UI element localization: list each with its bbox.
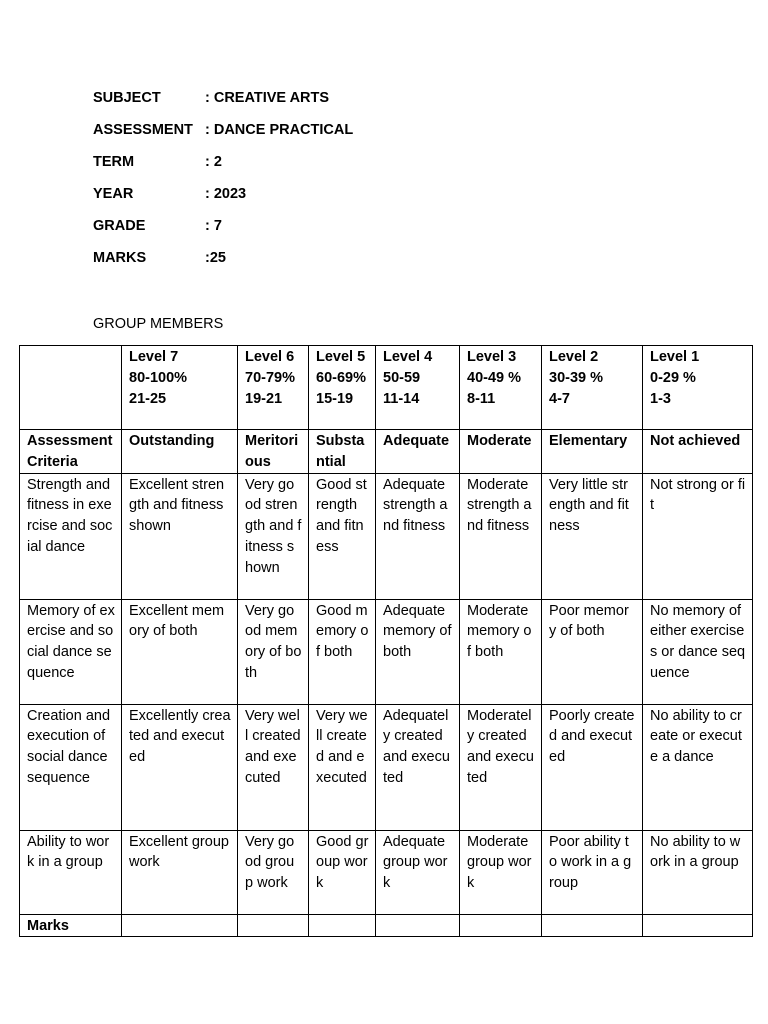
marks-entry-cell [376,914,460,937]
rubric-cell: Adequate group work [376,830,460,914]
rubric-cell: Very good strength and fitness shown [238,473,309,599]
level-percent: 70-79% [245,369,295,386]
info-grade [93,215,353,247]
rubric-cell: Excellent memory of both [122,599,238,704]
level-marks: 19-21 [245,390,283,407]
info-value: : 7 [205,218,222,234]
level-percent: 30-39 % [549,369,604,386]
criterion-row [20,473,753,599]
level-name: Level 7 [129,349,179,365]
rubric-cell: Very well created and executed [309,704,376,830]
level-marks: 21-25 [129,390,167,407]
level-header-cell [643,346,753,430]
level-marks: 8-11 [467,390,496,407]
info-subject [93,87,353,119]
descriptor-row [20,430,753,474]
info-term [93,151,353,183]
rubric-cell: Excellent group work [122,830,238,914]
level-descriptor: Meritorious [238,430,309,474]
info-value: : DANCE PRACTICAL [205,122,354,138]
level-descriptor: Outstanding [122,430,238,474]
empty-corner-cell [20,346,122,430]
level-header-row [20,346,753,430]
rubric-cell: Excellently created and executed [122,704,238,830]
marks-entry-cell [460,914,542,937]
criterion-row [20,704,753,830]
level-header-cell [542,346,643,430]
info-value: : 2023 [205,186,247,202]
rubric-cell: Excellent strength and fitness shown [122,473,238,599]
marks-entry-cell [542,914,643,937]
level-percent: 0-29 % [650,369,696,386]
rubric-cell: Moderate strength and fitness [460,473,542,599]
rubric-cell: Very little strength and fitness [542,473,643,599]
level-percent: 80-100% [129,369,188,386]
rubric-table [19,345,753,937]
level-name: Level 4 [383,349,433,365]
marks-entry-cell [643,914,753,937]
level-descriptor: Substantial [309,430,376,474]
criterion-row [20,830,753,914]
info-label: SUBJECT [93,90,161,106]
rubric-cell: Poor memory of both [542,599,643,704]
rubric-cell: Poorly created and executed [542,704,643,830]
level-marks: 15-19 [316,390,354,407]
level-marks: 11-14 [383,390,420,407]
rubric-cell: Moderate group work [460,830,542,914]
rubric-cell: Good strength and fitness [309,473,376,599]
info-year [93,183,353,215]
level-header-cell [122,346,238,430]
rubric-cell: Very good memory of both [238,599,309,704]
marks-entry-cell [238,914,309,937]
info-label: YEAR [93,186,134,202]
level-descriptor: Elementary [542,430,643,474]
marks-entry-cell [122,914,238,937]
level-name: Level 2 [549,349,599,365]
rubric-cell: No ability to create or execute a dance [643,704,753,830]
level-header-cell [309,346,376,430]
rubric-cell: Adequate strength and fitness [376,473,460,599]
group-members-label: GROUP MEMBERS [93,316,224,332]
marks-entry-cell [309,914,376,937]
marks-row [20,914,753,937]
criterion-name: Creation and execution of social dance sequence [20,704,122,830]
level-name: Level 6 [245,349,295,365]
level-name: Level 3 [467,349,517,365]
rubric-cell: Adequate memory of both [376,599,460,704]
level-descriptor: Moderate [460,430,542,474]
rubric-cell: Good group work [309,830,376,914]
level-descriptor: Not achieved [643,430,753,474]
level-name: Level 5 [316,349,366,365]
rubric-cell: Adequately created and executed [376,704,460,830]
info-value: :25 [205,250,226,266]
level-header-cell [460,346,542,430]
criterion-name: Ability to work in a group [20,830,122,914]
marks-label: Marks [20,914,122,937]
level-descriptor: Adequate [376,430,460,474]
rubric-cell: No ability to work in a group [643,830,753,914]
rubric-cell: Good memory of both [309,599,376,704]
rubric-cell: Poor ability to work in a group [542,830,643,914]
criterion-name: Strength and fitness in exercise and social dance [20,473,122,599]
rubric-cell: Very well created and executed [238,704,309,830]
info-value: : 2 [205,154,222,170]
info-label: ASSESSMENT [93,122,193,138]
criteria-header-cell: Assessment Criteria [20,430,122,474]
criterion-row [20,599,753,704]
rubric-cell: Very good group work [238,830,309,914]
info-label: TERM [93,154,135,170]
level-name: Level 1 [650,349,700,365]
info-label: MARKS [93,250,147,266]
info-marks [93,247,353,279]
info-value: : CREATIVE ARTS [205,90,330,106]
rubric-cell: Moderately created and executed [460,704,542,830]
rubric-cell: Not strong or fit [643,473,753,599]
level-percent: 50-59 [383,369,421,386]
level-marks: 1-3 [650,390,671,407]
assessment-info [93,87,353,279]
level-percent: 40-49 % [467,369,522,386]
level-header-cell [376,346,460,430]
level-header-cell [238,346,309,430]
criterion-name: Memory of exercise and social dance sequence [20,599,122,704]
level-marks: 4-7 [549,390,570,407]
level-percent: 60-69% [316,369,366,386]
rubric-cell: No memory of either exercises or dance sequence [643,599,753,704]
info-label: GRADE [93,218,146,234]
rubric-cell: Moderate memory of both [460,599,542,704]
info-assessment [93,119,353,151]
